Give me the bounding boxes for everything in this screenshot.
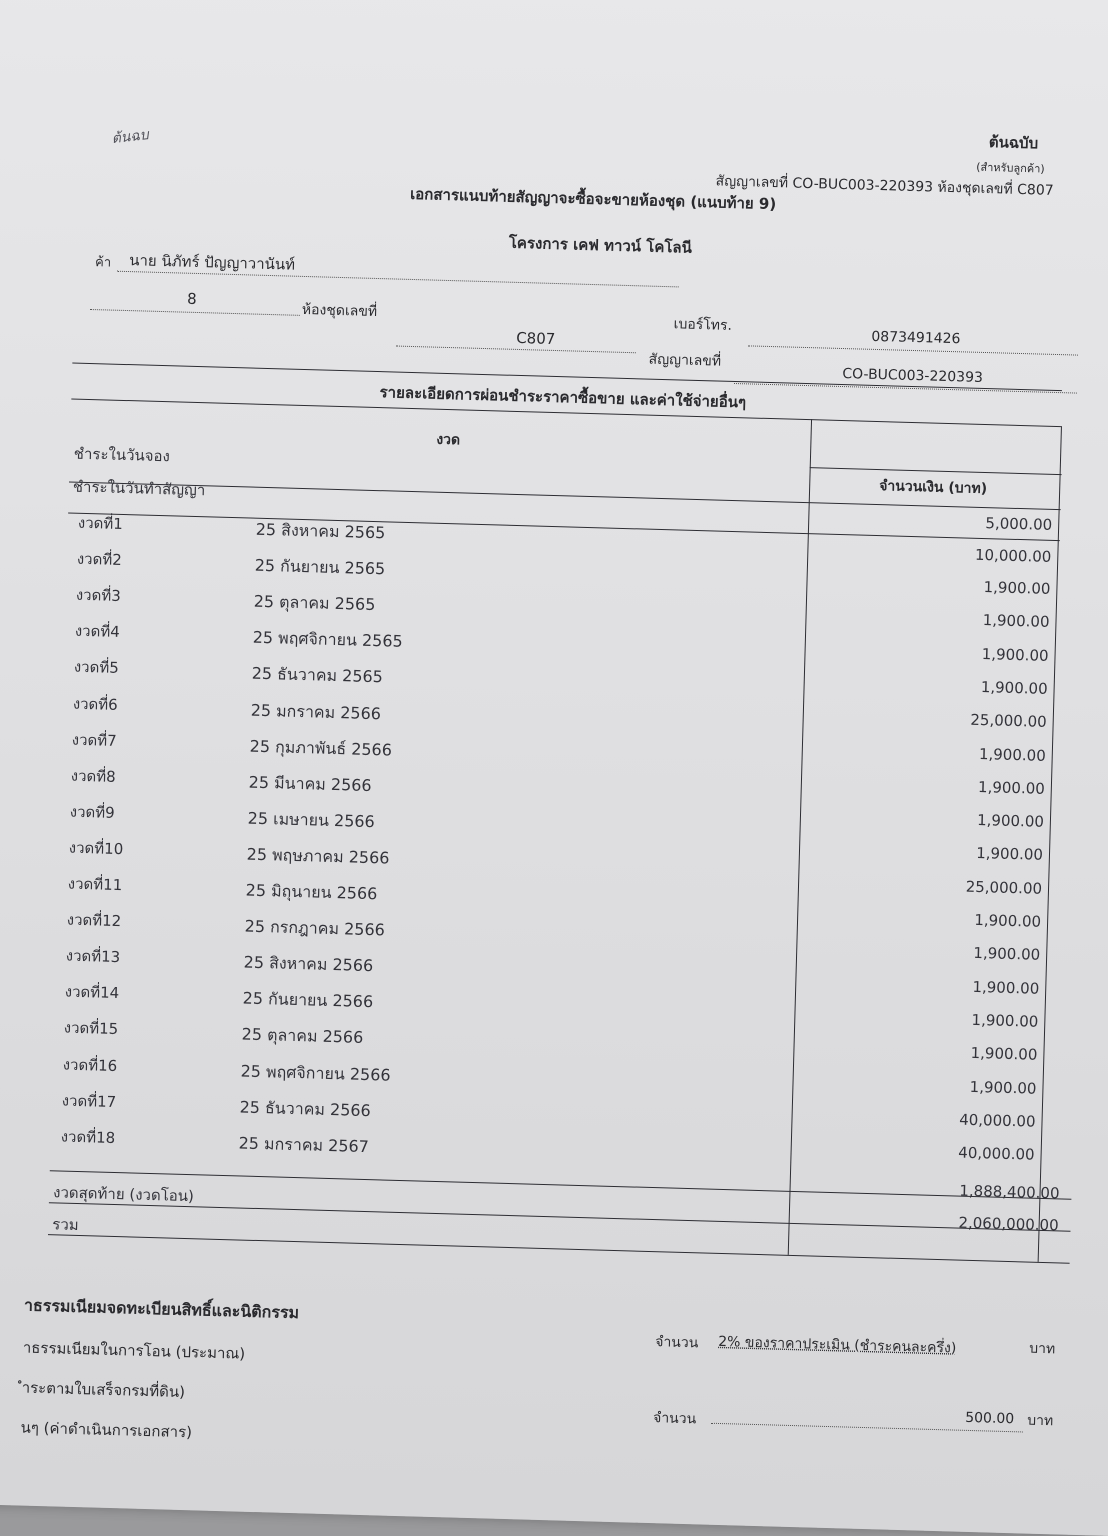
installment-amount: 1,900.00 (970, 1044, 1038, 1064)
installment-due-date: 25 กรกฎาคม 2566 (244, 916, 386, 940)
fee-amount-label-1: จำนวน (655, 1334, 699, 1352)
installment-amount: 1,900.00 (981, 644, 1049, 665)
installment-amount: 40,000.00 (958, 1143, 1035, 1164)
copy-sublabel: (สำหรับลูกค้า) (975, 160, 1045, 176)
installment-label: งวดสุดท้าย (งวดโอน) (52, 1183, 195, 1206)
installment-label: งวดที่14 (64, 982, 120, 1003)
installment-amount: 1,900.00 (969, 1077, 1037, 1098)
installment-amount: 1,900.00 (971, 1010, 1039, 1031)
installment-due-date: 25 ธันวาคม 2566 (239, 1097, 372, 1120)
installment-amount: 1,900.00 (975, 844, 1044, 865)
installment-label: งวดที่15 (63, 1018, 119, 1039)
document-title: เอกสารแนบท้ายสัญญาจะซื้อจะขายห้องชุด (แนบท้าย 9) (409, 184, 777, 214)
installment-amount: 1,900.00 (972, 977, 1040, 998)
fee-amount-1: 2% ของราคาประเมิน (ชำระคนละครึ่ง) (718, 1333, 957, 1357)
name-dotted-line (117, 271, 679, 288)
header-amount-rule (810, 467, 1062, 475)
table-caption: รายละเอียดการผ่อนชำระราคาซื้อขาย และค่าใช้จ่ายอื่นๆ (379, 383, 747, 412)
amount-column-header: จำนวนเงิน (บาท) (878, 478, 988, 498)
fee-unit-1: บาท (1028, 1340, 1056, 1358)
installment-label: ชำระในวันทำสัญญา (72, 477, 206, 500)
phone-value: 0873491426 (871, 328, 961, 348)
installment-due-date: 25 พฤศจิกายน 2566 (240, 1060, 391, 1085)
fees-heading: าธรรมเนียมจดทะเบียนสิทธิ์และนิติกรรม (23, 1295, 300, 1323)
floor-value: 8 (186, 289, 197, 308)
customer-name-label: ค้า (94, 255, 112, 271)
installment-due-date: 25 กุมภาพันธ์ 2566 (249, 736, 393, 760)
installment-amount: 2,060,000.00 (958, 1213, 1059, 1235)
installment-label: งวดที่13 (65, 946, 121, 967)
fees-item-receipt: ำระตามใบเสร็จกรมที่ดิน) (21, 1378, 186, 1402)
installment-amount: 1,900.00 (983, 578, 1051, 598)
phone-dotted-line (748, 345, 1078, 355)
installment-due-date: 25 มิถุนายน 2566 (245, 880, 378, 904)
installment-amount: 1,900.00 (978, 744, 1047, 765)
installment-amount: 1,900.00 (977, 777, 1046, 798)
installment-amount: 1,900.00 (973, 944, 1041, 965)
installment-amount: 10,000.00 (974, 545, 1052, 566)
installment-label: งวดที่8 (70, 766, 116, 786)
installment-due-date: 25 กันยายน 2566 (242, 988, 374, 1012)
installment-label: งวดที่4 (74, 621, 121, 642)
project-name: โครงการ เคฟ ทาวน์ โคโลนี (508, 233, 693, 257)
copy-label: ต้นฉบับ (988, 133, 1039, 153)
installment-amount: 1,888,400.00 (959, 1181, 1060, 1203)
fee-unit-2: บาท (1026, 1412, 1054, 1430)
floor-dotted-line (90, 309, 300, 316)
handwritten-note: ต้นฉบ (110, 127, 150, 148)
fee-amount-label-2: จำนวน (652, 1410, 697, 1428)
installment-amount: 5,000.00 (985, 514, 1053, 534)
fees-item-transfer: าธรรมเนียมในการโอน (ประมาณ) (22, 1338, 246, 1363)
column-divider (788, 419, 812, 1255)
phone-label: เบอร์โทร. (673, 316, 733, 334)
installment-label: งวดที่10 (68, 838, 124, 859)
table-bottom-rule (48, 1234, 1070, 1264)
installment-label: งวดที่1 (77, 513, 124, 533)
installment-label: งวดที่3 (75, 585, 122, 606)
fees-item-other: นๆ (ค่าดำเนินการเอกสาร) (20, 1418, 193, 1442)
installment-label: งวดที่7 (71, 730, 117, 750)
installment-due-date: 25 มกราคม 2566 (250, 700, 382, 723)
unit-value: C807 (515, 328, 556, 348)
installment-label: งวดที่6 (72, 694, 118, 714)
installment-label: งวดที่18 (60, 1127, 116, 1147)
installment-due-date: 25 สิงหาคม 2565 (255, 519, 386, 543)
installment-due-date: 25 กันยายน 2565 (254, 555, 386, 579)
installment-due-date: 25 เมษายน 2566 (247, 808, 376, 831)
installment-label: งวดที่17 (61, 1091, 117, 1111)
installment-label: งวดที่2 (76, 549, 123, 570)
contract-reference: สัญญาเลขที่ CO-BUC003-220393 ห้องชุดเลขที่ C807 (715, 173, 1054, 199)
fee-amount-2: 500.00 (965, 1409, 1015, 1428)
installment-amount: 1,900.00 (982, 611, 1050, 632)
installment-due-date: 25 พฤษภาคม 2566 (246, 844, 390, 868)
installment-label: งวดที่11 (67, 874, 123, 895)
installment-amount: 25,000.00 (970, 710, 1047, 732)
installment-label: งวดที่16 (62, 1055, 118, 1075)
installment-label: งวดที่12 (66, 910, 122, 931)
installment-label: รวม (52, 1215, 79, 1235)
installment-column-header: งวด (436, 431, 461, 449)
installment-label: งวดที่9 (69, 802, 115, 822)
installment-amount: 1,900.00 (980, 677, 1048, 698)
installment-due-date: 25 พฤศจิกายน 2565 (252, 627, 403, 652)
installment-due-date: 25 ตุลาคม 2565 (253, 591, 376, 615)
installment-due-date: 25 มีนาคม 2566 (248, 772, 372, 795)
installment-due-date: 25 ธันวาคม 2565 (251, 664, 384, 687)
unit-label: ห้องชุดเลขที่ (301, 301, 378, 321)
installment-label: งวดที่5 (73, 658, 120, 678)
installment-due-date: 25 สิงหาคม 2566 (243, 952, 374, 976)
installment-due-date: 25 ตุลาคม 2566 (241, 1024, 364, 1048)
installment-amount: 25,000.00 (965, 877, 1043, 898)
contract-number: CO-BUC003-220393 (842, 366, 984, 386)
installment-amount: 40,000.00 (958, 1110, 1036, 1131)
customer-name: นาย นิภัทร์ ปัญญาวานันท์ (128, 251, 296, 274)
installment-amount: 1,900.00 (976, 811, 1045, 831)
contract-label: สัญญาเลขที่ (648, 351, 722, 370)
installment-amount: 1,900.00 (974, 910, 1042, 931)
installment-due-date: 25 มกราคม 2567 (238, 1133, 370, 1156)
installment-label: ชำระในวันจอง (73, 444, 171, 466)
